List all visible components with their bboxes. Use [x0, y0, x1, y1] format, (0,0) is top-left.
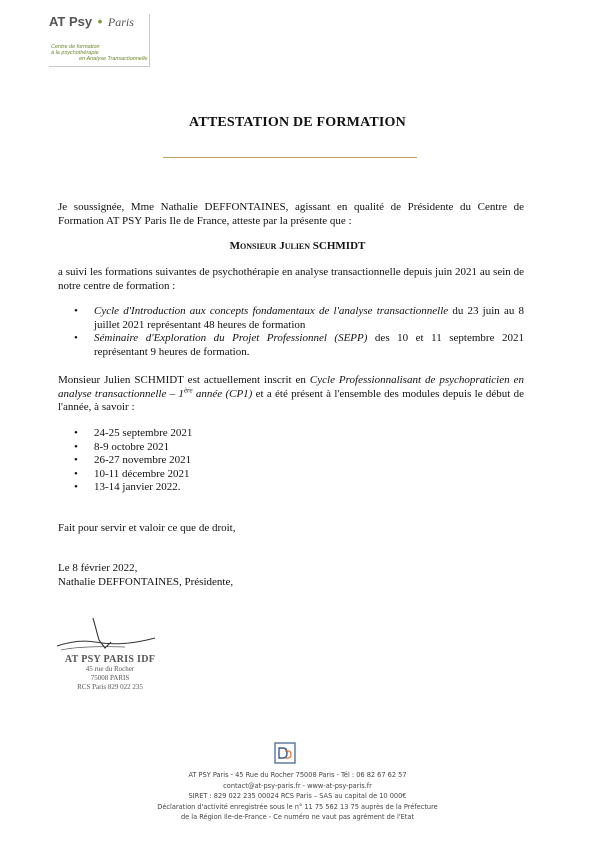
course-title: Séminaire d'Exploration du Projet Professionnel (SEPP)	[94, 332, 368, 344]
list-item	[58, 305, 524, 332]
logo-wordmark: AT Psy • Paris	[49, 14, 134, 29]
list-item: • 13-14 janvier 2022.	[74, 481, 181, 493]
certification-logo-icon	[274, 742, 296, 764]
course-detail: du 23 juin au 8 juillet 2021 représentant 48 heures de formation	[94, 305, 524, 331]
enrollment-paragraph: Monsieur Julien SCHMIDT est actuellement inscrit en Cycle Professionnalisant de psychopraticien en analyse transactionnelle – 1ère année (CP1) et a été présent à l'ensemble des modules depuis le début de l'année, à savoir :	[58, 374, 524, 413]
list-item: • 8-9 octobre 2021	[74, 440, 170, 453]
signatory-name: Nathalie DEFFONTAINES, Présidente,	[58, 576, 234, 588]
signature-stamp	[55, 616, 165, 711]
signature-date: Le 8 février 2022,	[58, 562, 138, 574]
page-footer: AT PSY Paris - 45 Rue du Rocher 75008 Paris - Tél : 06 82 67 62 57 contact@at-psy-paris.fr - www-at-psy-paris.fr SIRET : 829 022 235 00024 RCS Paris – SAS au capital de 10 000€ Déclaration d'activité enregistrée sous le n° 11 75 562 13 75 auprès de la Préfecture de la Région Ile-de-France - Ce numéro ne vaut pas agrément de l'Etat	[157, 771, 438, 821]
cycle-name: Cycle Professionnalisant de psychopraticien en analyse transactionnelle – 1ère année (CP1)	[58, 374, 524, 400]
bullet-icon: •	[74, 454, 78, 466]
title-divider	[163, 157, 417, 158]
followed-paragraph: a suivi les formations suivantes de psychothérapie en analyse transactionnelle depuis juin 2021 au sein de notre centre de formation :	[58, 266, 524, 292]
list-item: • 24-25 septembre 2021	[74, 427, 193, 439]
bullet-icon: •	[74, 332, 78, 344]
trainee-name: Monsieur Julien SCHMIDT	[229, 240, 366, 252]
bullet-icon: •	[74, 440, 78, 453]
bullet-icon: •	[74, 481, 78, 493]
bullet-icon: •	[74, 305, 78, 317]
handwritten-signature	[55, 616, 165, 656]
closing-line: Fait pour servir et valoir ce que de droit,	[58, 522, 236, 534]
course-list	[58, 305, 524, 359]
list-item: • 26-27 novembre 2021	[74, 454, 192, 466]
list-item: • 10-11 décembre 2021	[74, 467, 190, 480]
module-dates-list	[58, 427, 192, 495]
center-logo	[49, 14, 150, 67]
logo-tagline: Centre de formation à la psychothérapie en Analyse Transactionnelle	[51, 44, 148, 62]
course-title: Cycle d'Introduction aux concepts fondamentaux de l'analyse transactionnelle	[94, 305, 449, 317]
company-stamp: AT PSY PARIS IDF 45 rue du Rocher 75008 PARIS RCS Paris 829 022 235	[64, 654, 156, 691]
list-item	[58, 332, 524, 359]
document-title: ATTESTATION DE FORMATION	[189, 115, 406, 130]
bullet-icon: •	[74, 427, 78, 439]
course-detail: des 10 et 11 septembre 2021 représentant 9 heures de formation.	[94, 332, 524, 358]
bullet-icon: •	[74, 467, 78, 480]
intro-paragraph: Je soussignée, Mme Nathalie DEFFONTAINES, agissant en qualité de Présidente du Centre de Formation AT PSY Paris Ile de France, atteste par la présente que :	[58, 201, 524, 227]
